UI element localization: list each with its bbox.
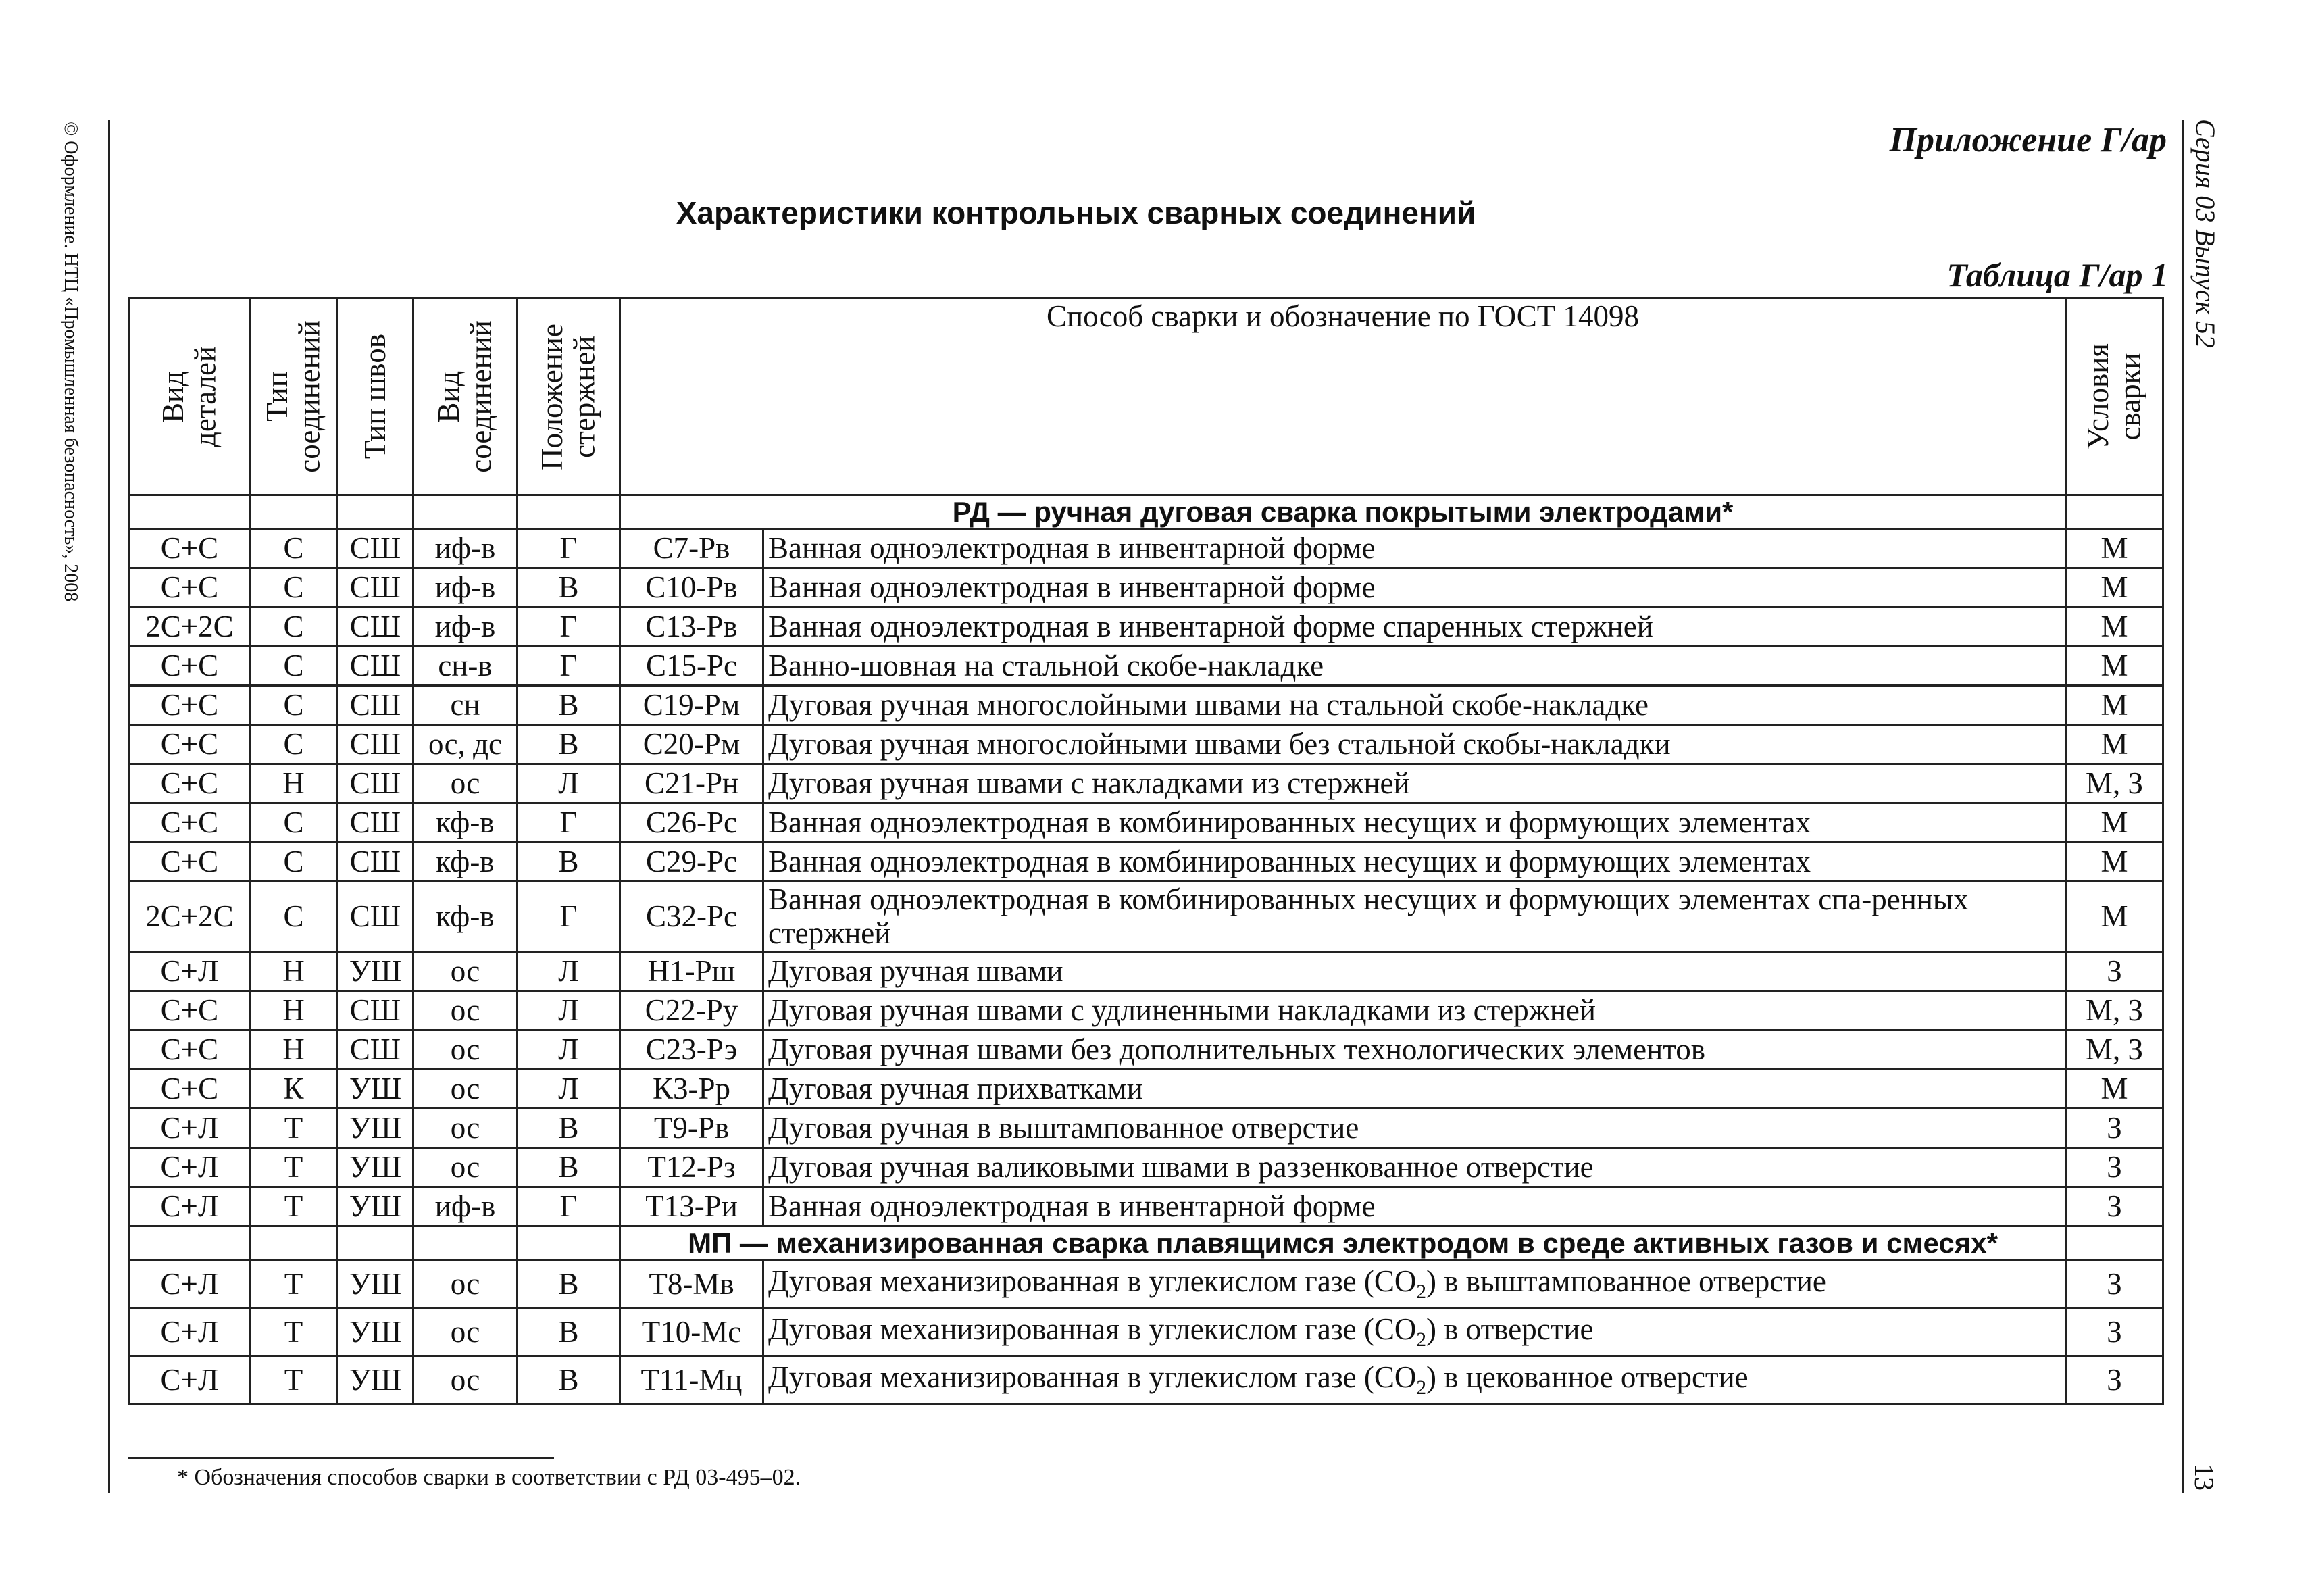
cell-detail: С+Л bbox=[130, 1307, 250, 1355]
cell-pos: Г bbox=[518, 529, 620, 568]
cell-code: С19-Рм bbox=[620, 686, 763, 725]
cell-kind: ос bbox=[413, 1069, 518, 1108]
cell-jtype: С bbox=[250, 529, 338, 568]
page-number-text: 13 bbox=[2189, 1464, 2219, 1491]
description-text: Дуговая механизированная в углекислом газе (СО bbox=[768, 1360, 1417, 1394]
cell-kind: ос bbox=[413, 1030, 518, 1069]
cell-seam: СШ bbox=[338, 686, 413, 725]
cell-conditions: З bbox=[2066, 1260, 2163, 1307]
cell-code: Т8-Мв bbox=[620, 1260, 763, 1307]
cell-detail: С+Л bbox=[130, 1108, 250, 1147]
cell-seam: СШ bbox=[338, 725, 413, 764]
cell-jtype: Т bbox=[250, 1108, 338, 1147]
cell-description: Дуговая ручная швами bbox=[763, 951, 2066, 991]
cell-kind: иф-в bbox=[413, 529, 518, 568]
section-title-mp: МП — механизированная сварка плавящимся электродом в среде активных газов и смесях* bbox=[620, 1226, 2066, 1260]
cell-seam: СШ bbox=[338, 529, 413, 568]
table-row bbox=[130, 843, 2163, 882]
cell-code: С20-Рм bbox=[620, 725, 763, 764]
cell-detail: С+С bbox=[130, 1030, 250, 1069]
table-row bbox=[130, 686, 2163, 725]
cell-description: Ванная одноэлектродная в комбинированных несущих и формующих элементах bbox=[763, 803, 2066, 843]
subscript-text: 2 bbox=[1416, 1328, 1426, 1351]
cell-code: С21-Рн bbox=[620, 764, 763, 803]
cell-detail: С+С bbox=[130, 686, 250, 725]
cell-description: Дуговая ручная прихватками bbox=[763, 1069, 2066, 1108]
header-method: Способ сварки и обозначение по ГОСТ 14098 bbox=[620, 299, 2066, 495]
cell-conditions: М bbox=[2066, 686, 2163, 725]
cell-detail: С+С bbox=[130, 568, 250, 607]
cell-jtype: С bbox=[250, 882, 338, 952]
cell-kind: сн-в bbox=[413, 647, 518, 686]
table-row bbox=[130, 529, 2163, 568]
table-row bbox=[130, 951, 2163, 991]
cell-pos: В bbox=[518, 725, 620, 764]
cell-detail: С+Л bbox=[130, 951, 250, 991]
series-label bbox=[2189, 119, 2230, 430]
section-row-rd bbox=[130, 495, 2163, 529]
cell-seam: СШ bbox=[338, 568, 413, 607]
cell-kind: ос bbox=[413, 1307, 518, 1355]
cell-kind: ос bbox=[413, 991, 518, 1030]
cell-kind: ос bbox=[413, 1108, 518, 1147]
cell-description: Дуговая ручная швами с удлиненными накладками из стержней bbox=[763, 991, 2066, 1030]
footnote-rule bbox=[128, 1457, 554, 1459]
cell-description bbox=[763, 1260, 2066, 1307]
cell-kind: ос bbox=[413, 951, 518, 991]
table-row bbox=[130, 1260, 2163, 1307]
cell-seam: УШ bbox=[338, 1069, 413, 1108]
cell-kind: сн bbox=[413, 686, 518, 725]
cell-conditions: З bbox=[2066, 1108, 2163, 1147]
cell-pos: Л bbox=[518, 991, 620, 1030]
cell-conditions: М bbox=[2066, 529, 2163, 568]
cell-kind: ос, дс bbox=[413, 725, 518, 764]
header-connection-kind: Вид соединений bbox=[413, 299, 518, 495]
cell-jtype: Н bbox=[250, 991, 338, 1030]
cell-conditions: М, З bbox=[2066, 991, 2163, 1030]
cell-description: Ванная одноэлектродная в комбинированных несущих и формующих элементах bbox=[763, 843, 2066, 882]
cell-pos: Г bbox=[518, 1187, 620, 1226]
cell-pos: Г bbox=[518, 803, 620, 843]
cell-description: Дуговая ручная швами с накладками из стержней bbox=[763, 764, 2066, 803]
cell-detail: С+С bbox=[130, 529, 250, 568]
cell-pos: В bbox=[518, 1147, 620, 1187]
cell-kind: кф-в bbox=[413, 882, 518, 952]
cell-seam: СШ bbox=[338, 764, 413, 803]
cell-seam: СШ bbox=[338, 843, 413, 882]
cell-detail: С+С bbox=[130, 843, 250, 882]
table-row bbox=[130, 991, 2163, 1030]
cell-seam: УШ bbox=[338, 1147, 413, 1187]
cell-jtype: Т bbox=[250, 1355, 338, 1403]
cell-detail: С+Л bbox=[130, 1187, 250, 1226]
cell-jtype: С bbox=[250, 803, 338, 843]
cell-description: Ванная одноэлектродная в инвентарной форме bbox=[763, 529, 2066, 568]
cell-pos: В bbox=[518, 1260, 620, 1307]
cell-seam: СШ bbox=[338, 882, 413, 952]
table-label: Таблица Г/ар 1 bbox=[1946, 256, 2168, 294]
cell-conditions: М bbox=[2066, 725, 2163, 764]
cell-description: Ванная одноэлектродная в инвентарной форме bbox=[763, 1187, 2066, 1226]
cell-pos: В bbox=[518, 1355, 620, 1403]
cell-description: Ванная одноэлектродная в инвентарной форме спаренных стержней bbox=[763, 607, 2066, 647]
cell-code: С13-Рв bbox=[620, 607, 763, 647]
cell-description bbox=[763, 1307, 2066, 1355]
series-text: Серия 03 Выпуск 52 bbox=[2190, 119, 2221, 349]
cell-seam: УШ bbox=[338, 1355, 413, 1403]
cell-detail: С+С bbox=[130, 803, 250, 843]
header-conditions: Условия сварки bbox=[2066, 299, 2163, 495]
table-header-row bbox=[130, 299, 2163, 495]
cell-conditions: З bbox=[2066, 1355, 2163, 1403]
welded-joints-table bbox=[128, 297, 2164, 1405]
cell-seam: УШ bbox=[338, 1307, 413, 1355]
cell-jtype: Т bbox=[250, 1260, 338, 1307]
header-detail-type: Вид деталей bbox=[130, 299, 250, 495]
cell-seam: СШ bbox=[338, 647, 413, 686]
cell-code: Т9-Рв bbox=[620, 1108, 763, 1147]
cell-description: Дуговая ручная швами без дополнительных технологических элементов bbox=[763, 1030, 2066, 1069]
cell-description: Ванная одноэлектродная в комбинированных несущих и формующих элементах спа-ренных стержней bbox=[763, 882, 2066, 952]
cell-detail: С+С bbox=[130, 764, 250, 803]
cell-conditions: З bbox=[2066, 1147, 2163, 1187]
cell-kind: иф-в bbox=[413, 607, 518, 647]
cell-jtype: Н bbox=[250, 764, 338, 803]
cell-code: К3-Рр bbox=[620, 1069, 763, 1108]
cell-detail: С+С bbox=[130, 1069, 250, 1108]
cell-code: С22-Ру bbox=[620, 991, 763, 1030]
cell-conditions: М bbox=[2066, 882, 2163, 952]
cell-description: Ванно-шовная на стальной скобе-накладке bbox=[763, 647, 2066, 686]
cell-code: Т11-Мц bbox=[620, 1355, 763, 1403]
description-text: Дуговая механизированная в углекислом газе (СО bbox=[768, 1312, 1417, 1346]
cell-detail: С+С bbox=[130, 725, 250, 764]
cell-jtype: Т bbox=[250, 1147, 338, 1187]
cell-description: Дуговая ручная многослойными швами без стальной скобы-накладки bbox=[763, 725, 2066, 764]
table-row bbox=[130, 568, 2163, 607]
cell-code: Т13-Ри bbox=[620, 1187, 763, 1226]
cell-pos: В bbox=[518, 1108, 620, 1147]
cell-seam: СШ bbox=[338, 1030, 413, 1069]
cell-description: Дуговая ручная многослойными швами на стальной скобе-накладке bbox=[763, 686, 2066, 725]
appendix-heading: Приложение Г/ар bbox=[1889, 121, 2167, 159]
table-row bbox=[130, 1355, 2163, 1403]
cell-detail: С+С bbox=[130, 647, 250, 686]
table-row bbox=[130, 803, 2163, 843]
cell-detail: 2С+2С bbox=[130, 607, 250, 647]
cell-kind: кф-в bbox=[413, 803, 518, 843]
section-title-rd: РД — ручная дуговая сварка покрытыми электродами* bbox=[620, 495, 2066, 529]
cell-detail: 2С+2С bbox=[130, 882, 250, 952]
cell-pos: Л bbox=[518, 1069, 620, 1108]
cell-jtype: Т bbox=[250, 1307, 338, 1355]
cell-pos: Г bbox=[518, 647, 620, 686]
cell-code: С7-Рв bbox=[620, 529, 763, 568]
cell-conditions: З bbox=[2066, 951, 2163, 991]
cell-seam: СШ bbox=[338, 991, 413, 1030]
cell-pos: Л bbox=[518, 1030, 620, 1069]
cell-code: С29-Рс bbox=[620, 843, 763, 882]
table-row bbox=[130, 882, 2163, 952]
page-number bbox=[2189, 1464, 2230, 1504]
cell-conditions: З bbox=[2066, 1187, 2163, 1226]
cell-seam: СШ bbox=[338, 803, 413, 843]
cell-code: Т12-Рз bbox=[620, 1147, 763, 1187]
cell-kind: иф-в bbox=[413, 568, 518, 607]
cell-conditions: М, З bbox=[2066, 764, 2163, 803]
cell-jtype: С bbox=[250, 647, 338, 686]
cell-code: С32-Рс bbox=[620, 882, 763, 952]
cell-conditions: З bbox=[2066, 1307, 2163, 1355]
section-row-mp bbox=[130, 1226, 2163, 1260]
cell-description bbox=[763, 1355, 2066, 1403]
cell-code: Н1-Рш bbox=[620, 951, 763, 991]
cell-conditions: М, З bbox=[2066, 1030, 2163, 1069]
copyright-text: © Оформление. НТЦ «Промышленная безопасность», 2008 bbox=[60, 122, 81, 602]
cell-seam: УШ bbox=[338, 1260, 413, 1307]
subscript-text: 2 bbox=[1416, 1280, 1426, 1303]
table-row bbox=[130, 607, 2163, 647]
cell-seam: УШ bbox=[338, 1187, 413, 1226]
cell-code: С26-Рс bbox=[620, 803, 763, 843]
cell-kind: иф-в bbox=[413, 1187, 518, 1226]
cell-detail: С+Л bbox=[130, 1147, 250, 1187]
cell-jtype: К bbox=[250, 1069, 338, 1108]
cell-jtype: С bbox=[250, 568, 338, 607]
table-row bbox=[130, 764, 2163, 803]
cell-description: Ванная одноэлектродная в инвентарной форме bbox=[763, 568, 2066, 607]
table-row bbox=[130, 1069, 2163, 1108]
cell-jtype: С bbox=[250, 725, 338, 764]
subscript-text: 2 bbox=[1416, 1376, 1426, 1399]
table-row bbox=[130, 1147, 2163, 1187]
description-text-end: ) в отверстие bbox=[1426, 1312, 1594, 1346]
table-row bbox=[130, 1030, 2163, 1069]
cell-pos: В bbox=[518, 686, 620, 725]
cell-jtype: С bbox=[250, 607, 338, 647]
cell-jtype: Н bbox=[250, 951, 338, 991]
table-row bbox=[130, 647, 2163, 686]
cell-detail: С+Л bbox=[130, 1355, 250, 1403]
cell-code: Т10-Мс bbox=[620, 1307, 763, 1355]
right-margin-rule bbox=[2182, 120, 2184, 1493]
description-text-end: ) в цекованное отверстие bbox=[1426, 1360, 1749, 1394]
cell-kind: ос bbox=[413, 1355, 518, 1403]
cell-conditions: М bbox=[2066, 568, 2163, 607]
cell-description: Дуговая ручная валиковыми швами в раззенкованное отверстие bbox=[763, 1147, 2066, 1187]
cell-jtype: Н bbox=[250, 1030, 338, 1069]
cell-jtype: С bbox=[250, 843, 338, 882]
left-margin-rule bbox=[108, 120, 110, 1493]
cell-seam: СШ bbox=[338, 607, 413, 647]
cell-detail: С+С bbox=[130, 991, 250, 1030]
cell-conditions: М bbox=[2066, 803, 2163, 843]
cell-pos: Г bbox=[518, 607, 620, 647]
cell-pos: Л bbox=[518, 764, 620, 803]
cell-code: С15-Рс bbox=[620, 647, 763, 686]
page-title: Характеристики контрольных сварных соединений bbox=[676, 195, 1476, 230]
cell-kind: ос bbox=[413, 1147, 518, 1187]
cell-code: С23-Рэ bbox=[620, 1030, 763, 1069]
cell-kind: ос bbox=[413, 1260, 518, 1307]
cell-seam: УШ bbox=[338, 1108, 413, 1147]
cell-kind: ос bbox=[413, 764, 518, 803]
table-row bbox=[130, 1307, 2163, 1355]
cell-jtype: Т bbox=[250, 1187, 338, 1226]
cell-seam: УШ bbox=[338, 951, 413, 991]
cell-code: С10-Рв bbox=[620, 568, 763, 607]
cell-conditions: М bbox=[2066, 647, 2163, 686]
cell-pos: В bbox=[518, 843, 620, 882]
footnote: * Обозначения способов сварки в соответствии с РД 03-495–02. bbox=[177, 1465, 801, 1490]
cell-kind: кф-в bbox=[413, 843, 518, 882]
table-row bbox=[130, 1108, 2163, 1147]
cell-pos: В bbox=[518, 1307, 620, 1355]
description-text: Дуговая механизированная в углекислом газе (СО bbox=[768, 1264, 1417, 1298]
table-row bbox=[130, 1187, 2163, 1226]
cell-jtype: С bbox=[250, 686, 338, 725]
cell-pos: Л bbox=[518, 951, 620, 991]
header-seam-type: Тип швов bbox=[338, 299, 413, 495]
cell-conditions: М bbox=[2066, 843, 2163, 882]
cell-description: Дуговая ручная в выштампованное отверстие bbox=[763, 1108, 2066, 1147]
cell-detail: С+Л bbox=[130, 1260, 250, 1307]
cell-pos: В bbox=[518, 568, 620, 607]
cell-conditions: М bbox=[2066, 1069, 2163, 1108]
table-row bbox=[130, 725, 2163, 764]
header-rod-position: Положение стержней bbox=[518, 299, 620, 495]
cell-conditions: М bbox=[2066, 607, 2163, 647]
header-joint-type: Тип соединений bbox=[250, 299, 338, 495]
description-text-end: ) в выштампованное отверстие bbox=[1426, 1264, 1826, 1298]
cell-pos: Г bbox=[518, 882, 620, 952]
